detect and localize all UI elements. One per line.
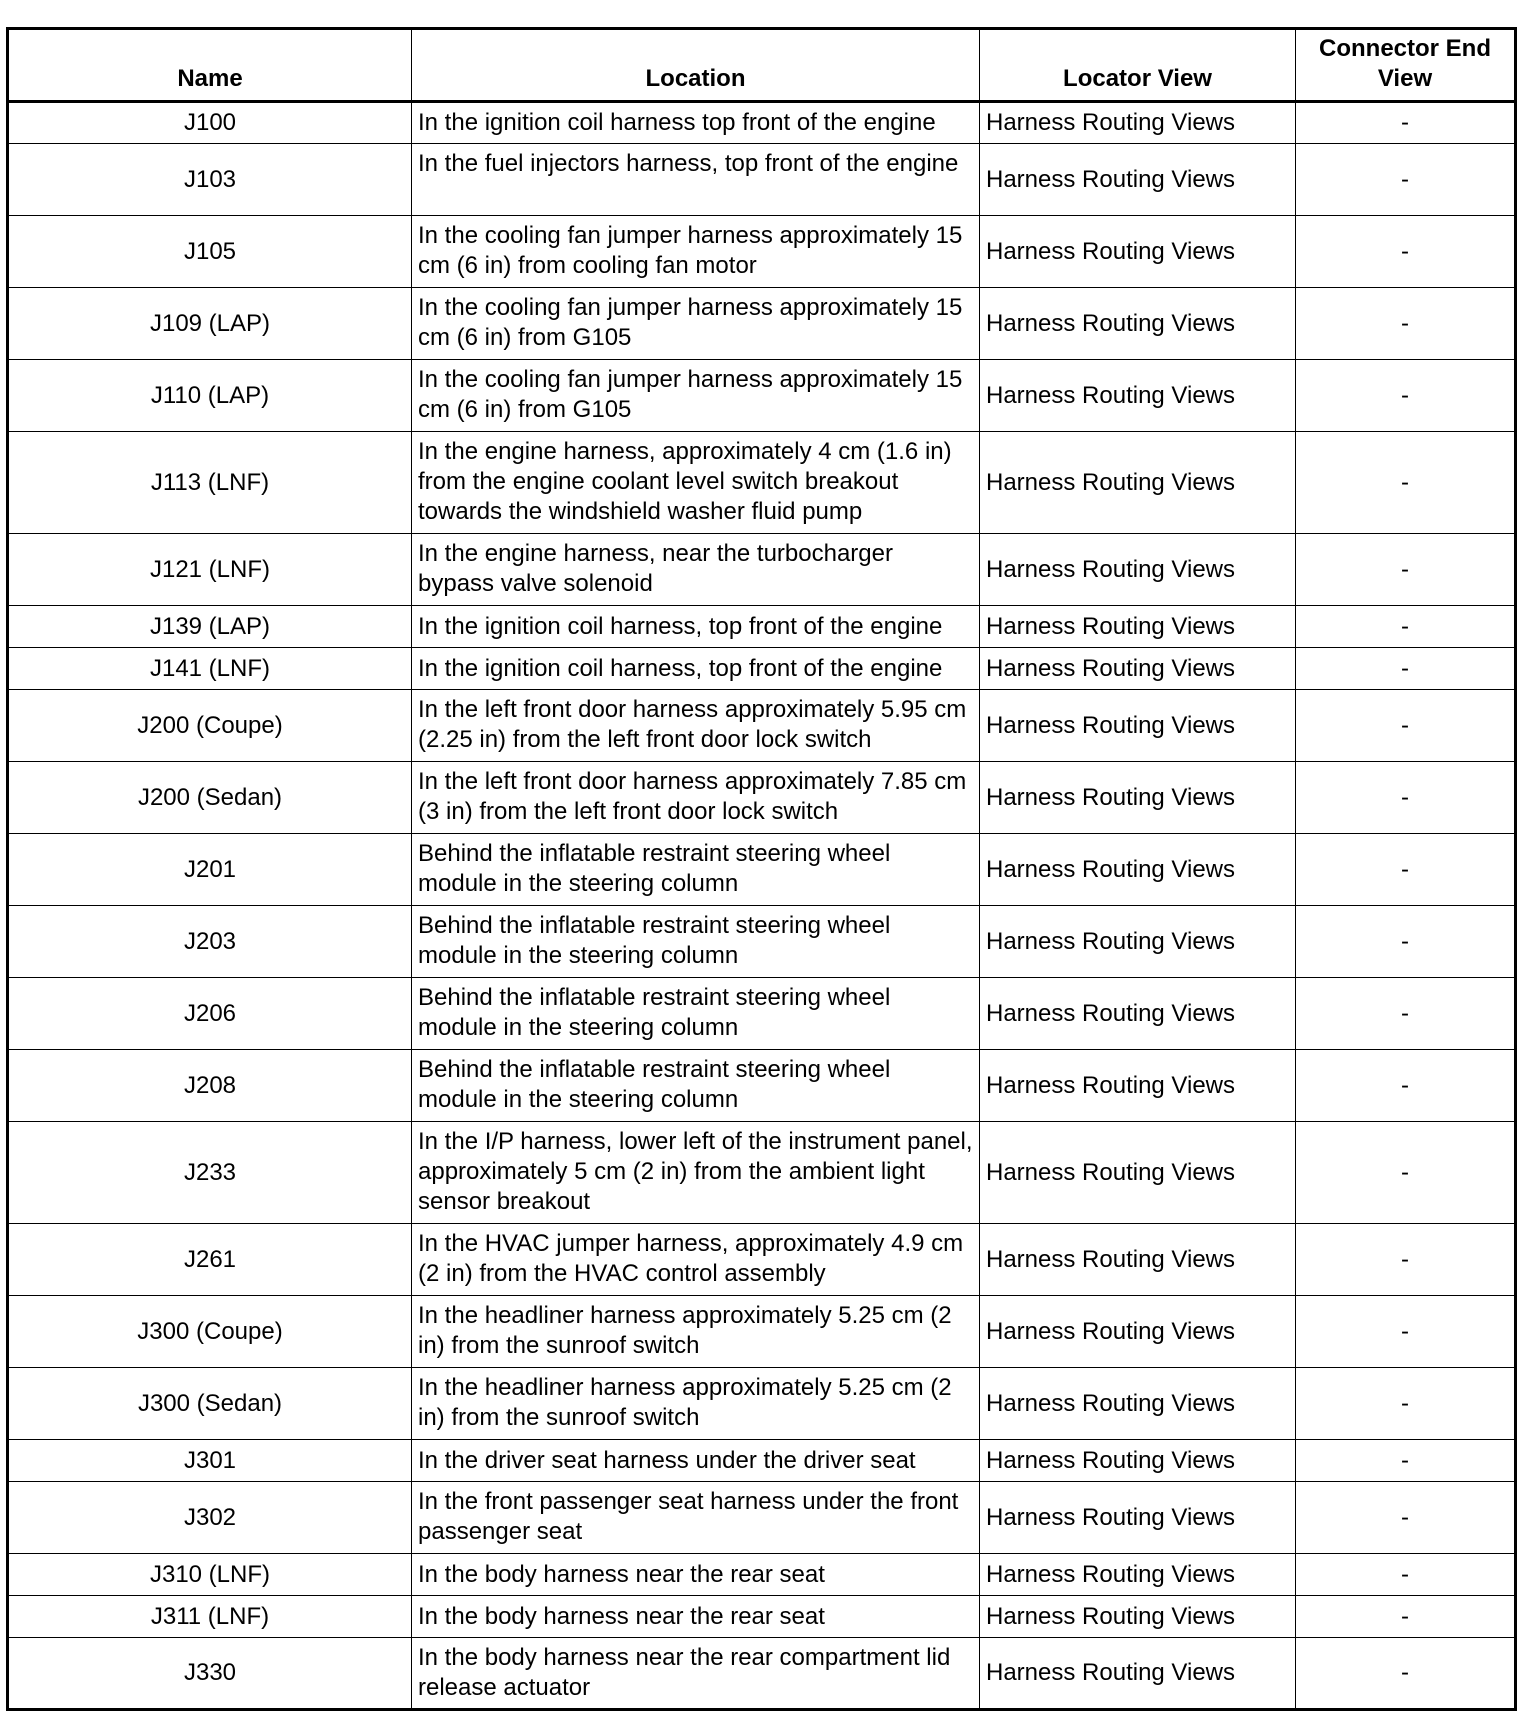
cell-connector-end-view: - <box>1296 834 1516 906</box>
cell-location: In the HVAC jumper harness, approximately 4.9 cm (2 in) from the HVAC control assembly <box>412 1224 980 1296</box>
cell-name: J100 <box>8 102 412 144</box>
cell-locator-view[interactable]: Harness Routing Views <box>980 288 1296 360</box>
cell-name: J113 (LNF) <box>8 432 412 534</box>
cell-name: J300 (Sedan) <box>8 1368 412 1440</box>
cell-location: In the cooling fan jumper harness approximately 15 cm (6 in) from cooling fan motor <box>412 216 980 288</box>
cell-location: In the headliner harness approximately 5.25 cm (2 in) from the sunroof switch <box>412 1296 980 1368</box>
cell-name: J261 <box>8 1224 412 1296</box>
table-row <box>8 1368 1516 1440</box>
cell-connector-end-view: - <box>1296 216 1516 288</box>
cell-name: J206 <box>8 978 412 1050</box>
table-body <box>8 102 1516 1710</box>
cell-locator-view[interactable]: Harness Routing Views <box>980 360 1296 432</box>
cell-connector-end-view: - <box>1296 1638 1516 1710</box>
table-row <box>8 102 1516 144</box>
cell-name: J201 <box>8 834 412 906</box>
cell-connector-end-view: - <box>1296 1224 1516 1296</box>
cell-name: J300 (Coupe) <box>8 1296 412 1368</box>
cell-locator-view[interactable]: Harness Routing Views <box>980 690 1296 762</box>
cell-connector-end-view: - <box>1296 534 1516 606</box>
cell-locator-view[interactable]: Harness Routing Views <box>980 906 1296 978</box>
cell-location: In the engine harness, approximately 4 cm (1.6 in) from the engine coolant level switch breakout towards the windshield washer fluid pump <box>412 432 980 534</box>
cell-location: In the headliner harness approximately 5.25 cm (2 in) from the sunroof switch <box>412 1368 980 1440</box>
cell-locator-view[interactable]: Harness Routing Views <box>980 1482 1296 1554</box>
cell-location: Behind the inflatable restraint steering wheel module in the steering column <box>412 906 980 978</box>
header-location: Location <box>412 29 980 102</box>
cell-locator-view[interactable]: Harness Routing Views <box>980 1638 1296 1710</box>
table-row <box>8 606 1516 648</box>
table-row <box>8 216 1516 288</box>
cell-locator-view[interactable]: Harness Routing Views <box>980 648 1296 690</box>
table-row <box>8 762 1516 834</box>
cell-locator-view[interactable]: Harness Routing Views <box>980 762 1296 834</box>
table-row <box>8 1296 1516 1368</box>
cell-connector-end-view: - <box>1296 144 1516 216</box>
table-row <box>8 360 1516 432</box>
cell-locator-view[interactable]: Harness Routing Views <box>980 216 1296 288</box>
cell-name: J139 (LAP) <box>8 606 412 648</box>
cell-name: J109 (LAP) <box>8 288 412 360</box>
cell-location: In the engine harness, near the turbocharger bypass valve solenoid <box>412 534 980 606</box>
cell-locator-view[interactable]: Harness Routing Views <box>980 978 1296 1050</box>
cell-name: J141 (LNF) <box>8 648 412 690</box>
header-name: Name <box>8 29 412 102</box>
connector-table <box>6 27 1517 1711</box>
table-row <box>8 834 1516 906</box>
cell-name: J110 (LAP) <box>8 360 412 432</box>
table-row <box>8 1440 1516 1482</box>
cell-connector-end-view: - <box>1296 102 1516 144</box>
cell-name: J302 <box>8 1482 412 1554</box>
table-row <box>8 1482 1516 1554</box>
table-row <box>8 1638 1516 1710</box>
cell-location: Behind the inflatable restraint steering wheel module in the steering column <box>412 1050 980 1122</box>
cell-location: In the front passenger seat harness under the front passenger seat <box>412 1482 980 1554</box>
cell-name: J103 <box>8 144 412 216</box>
cell-location: In the body harness near the rear seat <box>412 1554 980 1596</box>
table-row <box>8 978 1516 1050</box>
cell-locator-view[interactable]: Harness Routing Views <box>980 102 1296 144</box>
cell-locator-view[interactable]: Harness Routing Views <box>980 1554 1296 1596</box>
table-row <box>8 1050 1516 1122</box>
cell-locator-view[interactable]: Harness Routing Views <box>980 1122 1296 1224</box>
cell-connector-end-view: - <box>1296 1296 1516 1368</box>
cell-name: J105 <box>8 216 412 288</box>
cell-name: J330 <box>8 1638 412 1710</box>
cell-connector-end-view: - <box>1296 762 1516 834</box>
cell-location: In the cooling fan jumper harness approximately 15 cm (6 in) from G105 <box>412 288 980 360</box>
cell-connector-end-view: - <box>1296 906 1516 978</box>
cell-location: In the I/P harness, lower left of the instrument panel, approximately 5 cm (2 in) from the ambient light sensor breakout <box>412 1122 980 1224</box>
cell-name: J208 <box>8 1050 412 1122</box>
cell-location: In the ignition coil harness, top front of the engine <box>412 648 980 690</box>
cell-connector-end-view: - <box>1296 606 1516 648</box>
cell-locator-view[interactable]: Harness Routing Views <box>980 1224 1296 1296</box>
cell-connector-end-view: - <box>1296 1596 1516 1638</box>
table-row <box>8 690 1516 762</box>
cell-locator-view[interactable]: Harness Routing Views <box>980 534 1296 606</box>
table-row <box>8 1224 1516 1296</box>
table-row <box>8 288 1516 360</box>
cell-locator-view[interactable]: Harness Routing Views <box>980 606 1296 648</box>
cell-location: In the fuel injectors harness, top front of the engine <box>412 144 980 216</box>
header-connector-end-view: Connector End View <box>1296 29 1516 102</box>
cell-connector-end-view: - <box>1296 1122 1516 1224</box>
cell-location: In the ignition coil harness top front of the engine <box>412 102 980 144</box>
table-header <box>8 29 1516 102</box>
cell-connector-end-view: - <box>1296 1440 1516 1482</box>
cell-connector-end-view: - <box>1296 690 1516 762</box>
cell-name: J200 (Coupe) <box>8 690 412 762</box>
table-row <box>8 1122 1516 1224</box>
cell-name: J121 (LNF) <box>8 534 412 606</box>
cell-location: In the left front door harness approximately 5.95 cm (2.25 in) from the left front door lock switch <box>412 690 980 762</box>
header-row <box>8 29 1516 102</box>
table-row <box>8 1596 1516 1638</box>
cell-connector-end-view: - <box>1296 432 1516 534</box>
cell-locator-view[interactable]: Harness Routing Views <box>980 144 1296 216</box>
cell-locator-view[interactable]: Harness Routing Views <box>980 1440 1296 1482</box>
cell-connector-end-view: - <box>1296 1482 1516 1554</box>
cell-connector-end-view: - <box>1296 1554 1516 1596</box>
cell-name: J311 (LNF) <box>8 1596 412 1638</box>
cell-connector-end-view: - <box>1296 1050 1516 1122</box>
cell-location: In the cooling fan jumper harness approximately 15 cm (6 in) from G105 <box>412 360 980 432</box>
cell-connector-end-view: - <box>1296 288 1516 360</box>
cell-location: In the body harness near the rear compartment lid release actuator <box>412 1638 980 1710</box>
cell-name: J233 <box>8 1122 412 1224</box>
cell-location: In the driver seat harness under the driver seat <box>412 1440 980 1482</box>
table-row <box>8 1554 1516 1596</box>
cell-name: J310 (LNF) <box>8 1554 412 1596</box>
cell-locator-view[interactable]: Harness Routing Views <box>980 1296 1296 1368</box>
cell-location: Behind the inflatable restraint steering wheel module in the steering column <box>412 834 980 906</box>
table-row <box>8 648 1516 690</box>
cell-location: Behind the inflatable restraint steering wheel module in the steering column <box>412 978 980 1050</box>
cell-locator-view[interactable]: Harness Routing Views <box>980 1368 1296 1440</box>
table-row <box>8 906 1516 978</box>
cell-name: J203 <box>8 906 412 978</box>
cell-location: In the left front door harness approximately 7.85 cm (3 in) from the left front door lock switch <box>412 762 980 834</box>
connector-table-wrapper <box>6 27 1514 1711</box>
cell-locator-view[interactable]: Harness Routing Views <box>980 1596 1296 1638</box>
cell-locator-view[interactable]: Harness Routing Views <box>980 834 1296 906</box>
cell-locator-view[interactable]: Harness Routing Views <box>980 432 1296 534</box>
cell-connector-end-view: - <box>1296 1368 1516 1440</box>
cell-location: In the body harness near the rear seat <box>412 1596 980 1638</box>
cell-connector-end-view: - <box>1296 648 1516 690</box>
table-row <box>8 432 1516 534</box>
table-row <box>8 144 1516 216</box>
table-row <box>8 534 1516 606</box>
cell-connector-end-view: - <box>1296 360 1516 432</box>
header-locator-view: Locator View <box>980 29 1296 102</box>
cell-connector-end-view: - <box>1296 978 1516 1050</box>
cell-locator-view[interactable]: Harness Routing Views <box>980 1050 1296 1122</box>
cell-name: J301 <box>8 1440 412 1482</box>
cell-name: J200 (Sedan) <box>8 762 412 834</box>
cell-location: In the ignition coil harness, top front of the engine <box>412 606 980 648</box>
